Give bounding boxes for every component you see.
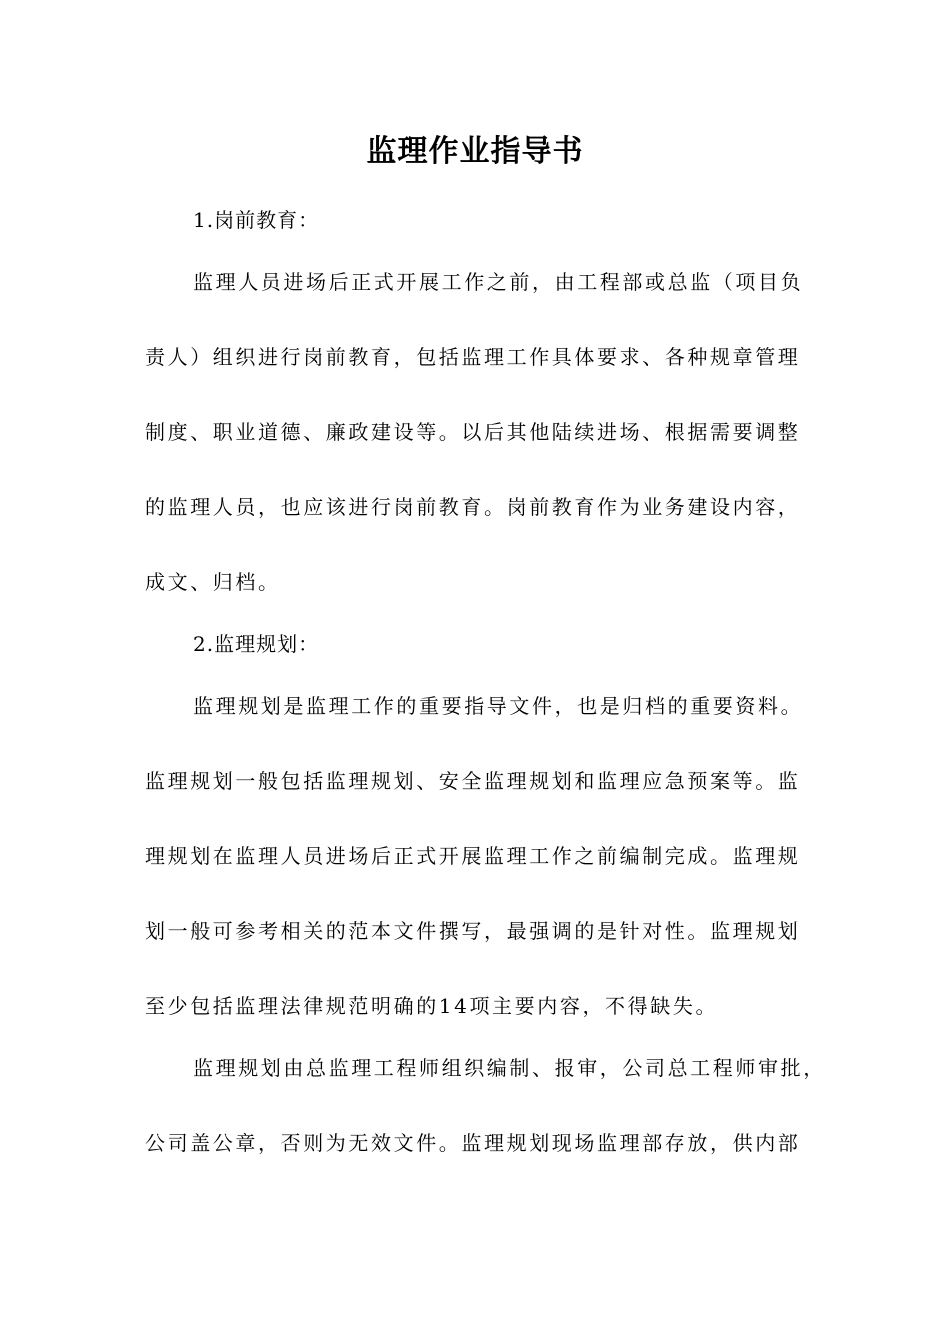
document-title: 监理作业指导书 — [366, 134, 584, 169]
section-heading-1: 1.岗前教育： — [193, 208, 320, 232]
paragraph-line: 公司盖公章，否则为无效文件。监理规划现场监理部存放，供内部 — [145, 1131, 801, 1155]
paragraph-line: 监理规划一般包括监理规划、安全监理规划和监理应急预案等。监 — [145, 769, 801, 793]
paragraph-line: 监理规划由总监理工程师组织编制、报审，公司总工程师审批， — [193, 1056, 826, 1080]
paragraph-line: 责人）组织进行岗前教育，包括监理工作具体要求、各种规章管理 — [145, 345, 801, 369]
paragraph-line: 理规划在监理人员进场后正式开展监理工作之前编制完成。监理规 — [145, 844, 801, 868]
paragraph-line: 的监理人员，也应该进行岗前教育。岗前教育作为业务建设内容， — [145, 495, 801, 519]
paragraph-line: 监理规划是监理工作的重要指导文件，也是归档的重要资料。 — [193, 694, 804, 718]
paragraph-line: 成文、归档。 — [145, 570, 281, 594]
paragraph-line: 制度、职业道德、廉政建设等。以后其他陆续进场、根据需要调整 — [145, 420, 801, 444]
paragraph-line: 至少包括监理法律规范明确的14项主要内容，不得缺失。 — [145, 994, 719, 1018]
paragraph-line: 监理人员进场后正式开展工作之前，由工程部或总监（项目负 — [193, 270, 804, 294]
section-heading-2: 2.监理规划： — [193, 632, 320, 656]
paragraph-line: 划一般可参考相关的范本文件撰写，最强调的是针对性。监理规划 — [145, 919, 801, 943]
